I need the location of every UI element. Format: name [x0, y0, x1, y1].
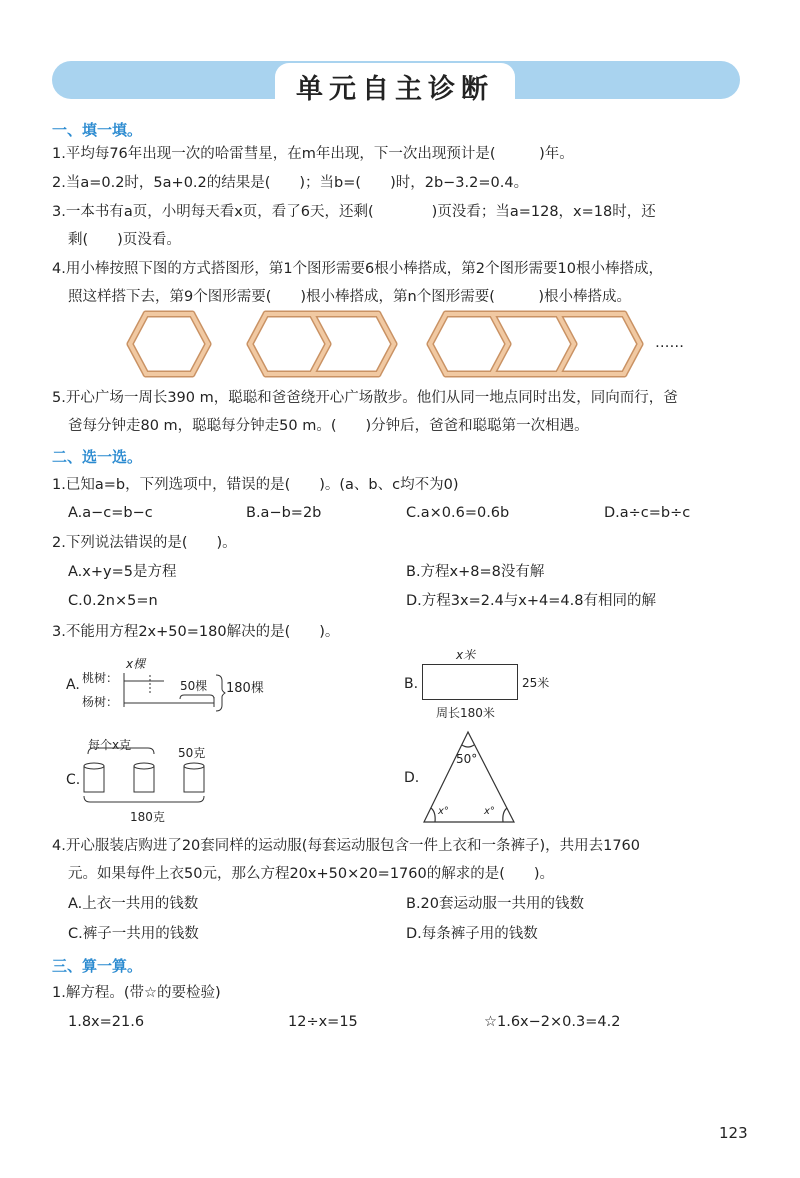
figure-b-top-label: x米 [456, 648, 476, 662]
fill-q2: 2.当a=0.2时，5a+0.2的结果是( )；当b=( )时，2b−3.2=0.4。 [52, 175, 529, 191]
cylinder-2 [134, 763, 154, 792]
choose-q4-line2: 元。如果每件上衣50元，那么方程20x+50×20=1760的解求的是( )。 [68, 866, 555, 882]
choose-q1-option-a: A.a−c=b−c [68, 505, 153, 521]
choose-q2-option-a: A.x+y=5是方程 [68, 564, 177, 580]
figure-c-weights [66, 734, 246, 824]
stick-pattern-figure [118, 306, 698, 386]
figure-b-side-label: 25米 [522, 676, 550, 690]
fill-q5-line1: 5.开心广场一周长390 m，聪聪和爸爸绕开心广场散步。他们从同一地点同时出发，同向而行，爸 [52, 390, 678, 406]
fill-q5-line2: 爸每分钟走80 m，聪聪每分钟走50 m。( )分钟后，爸爸和聪聪第一次相遇。 [68, 418, 589, 434]
choose-q3: 3.不能用方程2x+50=180解决的是( )。 [52, 624, 340, 640]
rectangle-shape [422, 664, 518, 700]
choose-q2-option-b: B.方程x+8=8没有解 [406, 564, 545, 580]
choose-q4-option-d: D.每条裤子用的钱数 [406, 926, 538, 942]
choose-q2-option-d: D.方程3x=2.4与x+4=4.8有相同的解 [406, 593, 656, 609]
figure-d-label: D. [404, 770, 420, 786]
figure-a-peach-label: 桃树： [82, 671, 119, 685]
fill-q4-line2: 照这样搭下去，第9个图形需要( )根小棒搭成，第n个图形需要( )根小棒搭成。 [68, 289, 632, 305]
triangle-shape [424, 732, 514, 822]
title-box [275, 63, 515, 109]
cylinder-3 [184, 763, 204, 792]
figure-a-x-label: x棵 [126, 657, 146, 671]
figure-a-fifty-label: 50棵 [180, 679, 208, 693]
figure-b-label: B. [404, 676, 419, 692]
figure-d-x2-label: x° [484, 806, 495, 817]
figure-b-perimeter-label: 周长180米 [436, 706, 495, 720]
fill-q1: 1.平均每76年出现一次的哈雷彗星，在m年出现，下一次出现预计是( )年。 [52, 146, 574, 162]
choose-q2-option-c: C.0.2n×5=n [68, 593, 158, 609]
choose-q1: 1.已知a=b，下列选项中，错误的是( )。(a、b、c均不为0) [52, 477, 459, 493]
choose-q1-option-d: D.a÷c=b÷c [604, 505, 691, 521]
choose-q4-option-b: B.20套运动服一共用的钱数 [406, 896, 585, 912]
choose-q4-option-a: A.上衣一共用的钱数 [68, 896, 199, 912]
equation-1: 1.8x=21.6 [68, 1014, 145, 1030]
figure-c-label: C. [66, 772, 81, 788]
page-title: 单元自主诊断 [296, 73, 494, 105]
figure-c-fifty-label: 50克 [178, 746, 206, 760]
choose-q2: 2.下列说法错误的是( )。 [52, 535, 237, 551]
choose-q1-option-c: C.a×0.6=0.6b [406, 505, 510, 521]
choose-q1-option-b: B.a−b=2b [246, 505, 322, 521]
page-number: 123 [719, 1124, 748, 1142]
section-heading-calculate: 三、算一算。 [52, 957, 143, 975]
section-heading-choose: 二、选一选。 [52, 448, 143, 466]
figure-d-x1-label: x° [438, 806, 449, 817]
figure-c-each-label: 每个x克 [88, 738, 132, 752]
figure-a-segment-diagram [66, 655, 296, 715]
figure-c-total-label: 180克 [130, 810, 165, 824]
figure-d-triangle [404, 728, 534, 826]
fill-q3-line2: 剩( )页没看。 [68, 232, 181, 248]
cylinder-1 [84, 763, 104, 792]
figure-d-angle-label: 50° [456, 752, 478, 766]
equation-2: 12÷x=15 [288, 1014, 358, 1030]
fill-q3-line1: 3.一本书有a页，小明每天看x页，看了6天，还剩( )页没看；当a=128，x=18时，还 [52, 204, 656, 220]
figure-a-label: A. [66, 677, 80, 693]
figure-a-poplar-label: 杨树： [82, 695, 119, 709]
choose-q4-option-c: C.裤子一共用的钱数 [68, 926, 199, 942]
figure-a-total-label: 180棵 [226, 681, 264, 696]
calc-q1: 1.解方程。(带☆的要检验) [52, 985, 221, 1001]
section-heading-fill: 一、填一填。 [52, 121, 143, 139]
figure-b-rectangle [404, 642, 584, 722]
fill-q4-line1: 4.用小棒按照下图的方式搭图形，第1个图形需要6根小棒搭成，第2个图形需要10根小棒搭成， [52, 261, 663, 277]
equation-3: ☆1.6x−2×0.3=4.2 [484, 1014, 621, 1030]
pattern-continuation: …… [655, 335, 684, 351]
choose-q4-line1: 4.开心服装店购进了20套同样的运动服(每套运动服包含一件上衣和一条裤子)，共用去1760 [52, 838, 640, 854]
